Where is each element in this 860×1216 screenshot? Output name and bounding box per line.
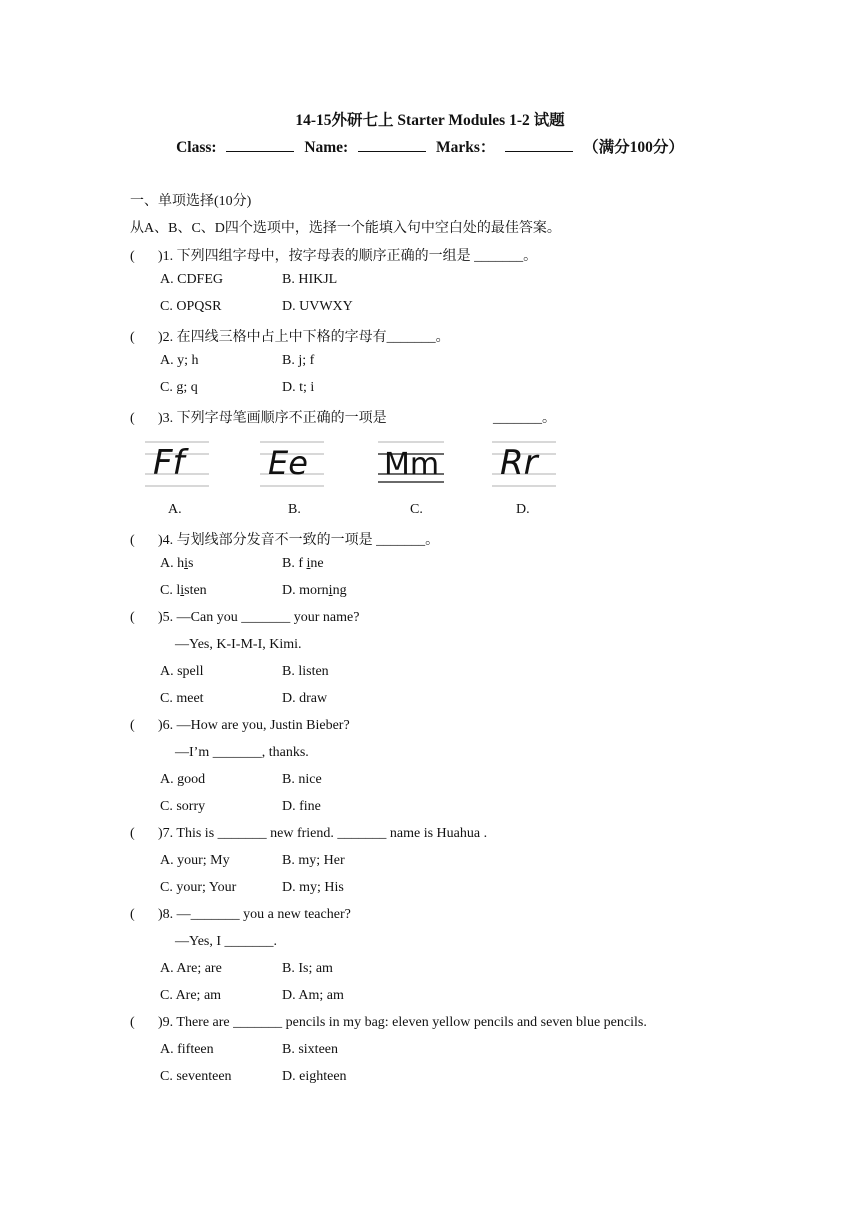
question-5-stem: )5. —Can you _______ your name? bbox=[158, 610, 360, 625]
letter-grid-ee-svg bbox=[260, 434, 326, 490]
question-1-stem: )1. 下列四组字母中，按字母表的顺序正确的一组是 _______。 bbox=[158, 249, 538, 264]
question-8-stem: )8. —_______ you a new teacher? bbox=[158, 907, 351, 922]
q4-option-d: D. morning bbox=[282, 583, 347, 598]
q8-option-b: B. Is; am bbox=[282, 961, 333, 976]
class-label: Class: bbox=[176, 139, 217, 156]
question-6-response: —I’m _______, thanks. bbox=[175, 745, 309, 760]
q1-option-d: D. UVWXY bbox=[282, 299, 353, 314]
q4-option-b-underline: i bbox=[306, 556, 311, 571]
letter-grid-mm-svg bbox=[378, 434, 446, 490]
exam-title: 14-15外研七上 Starter Modules 1-2 试题 bbox=[295, 112, 565, 129]
q3-option-c: C. bbox=[410, 502, 423, 517]
letter-grid-ff bbox=[145, 434, 211, 495]
question-4: ( )4. 与划线部分发音不一致的一项是 _______。 bbox=[130, 533, 440, 548]
letter-grid-mm bbox=[378, 434, 446, 495]
q8-option-a: A. Are; are bbox=[160, 961, 222, 976]
q4-option-d-underline: i bbox=[328, 583, 333, 598]
q9-option-c: C. seventeen bbox=[160, 1069, 232, 1084]
q4-option-a-underline: i bbox=[184, 556, 189, 571]
letter-pair-mm: Mm bbox=[384, 447, 440, 482]
q1-option-a: A. CDFEG bbox=[160, 272, 224, 287]
student-info-line bbox=[0, 135, 860, 157]
q4-option-a: A. his bbox=[160, 556, 194, 571]
question-1: ( )1. 下列四组字母中，按字母表的顺序正确的一组是 _______。 bbox=[130, 249, 538, 264]
question-7-stem: )7. This is _______ new friend. _______ name is Huahua . bbox=[158, 826, 488, 841]
q9-option-a: A. fifteen bbox=[160, 1042, 214, 1057]
q5-option-b: B. listen bbox=[282, 664, 329, 679]
letter-grid-ee bbox=[260, 434, 326, 495]
question-5-response: —Yes, K-I-M-I, Kimi. bbox=[175, 637, 302, 652]
letter-grid-rr bbox=[492, 434, 558, 495]
q2-option-d: D. t; i bbox=[282, 380, 315, 395]
q8-option-c: C. Are; am bbox=[160, 988, 222, 1003]
q6-option-b: B. nice bbox=[282, 772, 322, 787]
q4-option-c-underline: i bbox=[180, 583, 185, 598]
question-9-stem: )9. There are _______ pencils in my bag: eleven yellow pencils and seven blue pencils. bbox=[158, 1015, 647, 1030]
q8-option-d: D. Am; am bbox=[282, 988, 344, 1003]
letter-pair-ee: Ee bbox=[268, 444, 308, 482]
question-2-stem: )2. 在四线三格中占上中下格的字母有_______。 bbox=[158, 330, 450, 345]
q9-option-b: B. sixteen bbox=[282, 1042, 338, 1057]
q5-option-d: D. draw bbox=[282, 691, 328, 706]
q7-option-d: D. my; His bbox=[282, 880, 344, 895]
q4-option-c: C. listen bbox=[160, 583, 207, 598]
q9-option-d: D. eighteen bbox=[282, 1069, 347, 1084]
marks-label: Marks： bbox=[435, 139, 496, 156]
question-6: ( )6. —How are you, Justin Bieber? bbox=[130, 718, 350, 733]
q1-option-b: B. HIKJL bbox=[282, 272, 338, 287]
question-8: ( )8. —_______ you a new teacher? bbox=[130, 907, 351, 922]
letter-pair-rr: Rr bbox=[500, 443, 538, 483]
question-7: ( )7. This is _______ new friend. _______ name is Huahua . bbox=[130, 826, 488, 841]
q2-option-c: C. g; q bbox=[160, 380, 198, 395]
letter-grid-rr-svg bbox=[492, 434, 558, 490]
letter-grid-ff-svg bbox=[145, 434, 211, 490]
q4-option-b: B. f ine bbox=[282, 556, 324, 571]
q1-option-c: C. OPQSR bbox=[160, 299, 222, 314]
marks-blank[interactable] bbox=[505, 137, 573, 152]
question-6-stem: )6. —How are you, Justin Bieber? bbox=[158, 718, 350, 733]
question-9: ( )9. There are _______ pencils in my bag: eleven yellow pencils and seven blue pencils. bbox=[130, 1015, 647, 1030]
question-3-stem: )3. 下列字母笔画顺序不正确的一项是 bbox=[158, 411, 387, 426]
q6-option-c: C. sorry bbox=[160, 799, 206, 814]
q5-option-c: C. meet bbox=[160, 691, 204, 706]
section-instruction: 从A、B、C、D四个选项中，选择一个能填入句中空白处的最佳答案。 bbox=[130, 221, 561, 236]
question-5: ( )5. —Can you _______ your name? bbox=[130, 610, 360, 625]
name-blank[interactable] bbox=[358, 137, 426, 152]
q6-option-a: A. good bbox=[160, 772, 206, 787]
letter-pair-ff: Ff bbox=[153, 443, 185, 483]
section-heading: 一、单项选择(10分) bbox=[130, 194, 252, 209]
q5-option-a: A. spell bbox=[160, 664, 204, 679]
q2-option-b: B. j; f bbox=[282, 353, 315, 368]
q6-option-d: D. fine bbox=[282, 799, 321, 814]
q7-option-c: C. your; Your bbox=[160, 880, 237, 895]
question-8-response: —Yes, I _______. bbox=[175, 934, 278, 949]
question-2: ( )2. 在四线三格中占上中下格的字母有_______。 bbox=[130, 330, 450, 345]
q2-option-a: A. y; h bbox=[160, 353, 199, 368]
name-label: Name: bbox=[304, 139, 349, 156]
q3-option-d: D. bbox=[516, 502, 530, 517]
full-score: （满分100分） bbox=[583, 139, 684, 156]
question-3: ( )3. 下列字母笔画顺序不正确的一项是 bbox=[130, 411, 387, 426]
q3-option-b: B. bbox=[288, 502, 301, 517]
question-4-stem: )4. 与划线部分发音不一致的一项是 _______。 bbox=[158, 533, 440, 548]
question-3-blank: _______。 bbox=[493, 411, 556, 426]
q7-option-b: B. my; Her bbox=[282, 853, 345, 868]
q7-option-a: A. your; My bbox=[160, 853, 230, 868]
q3-option-a: A. bbox=[168, 502, 182, 517]
class-blank[interactable] bbox=[226, 137, 294, 152]
